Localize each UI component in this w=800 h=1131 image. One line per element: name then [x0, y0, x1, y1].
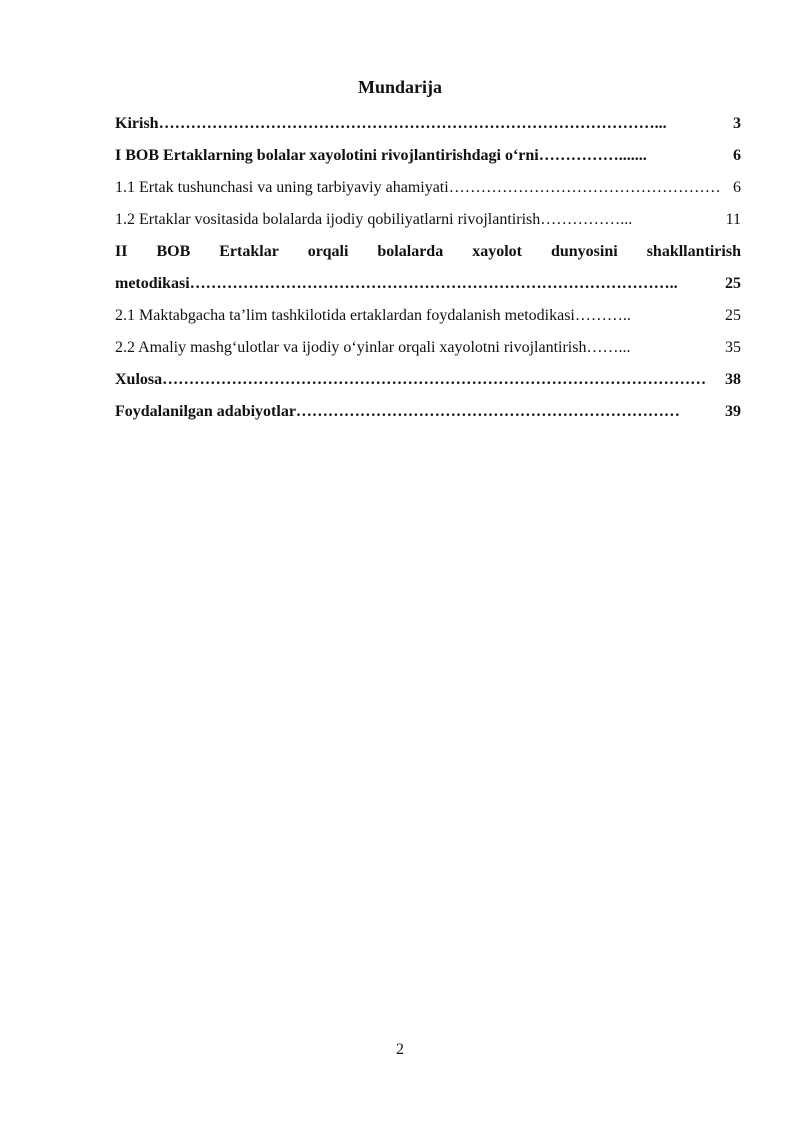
toc-entry-kirish [115, 108, 741, 140]
toc-dot-leader: ……………....... [538, 147, 647, 164]
toc-entry-adabiyotlar [115, 396, 741, 428]
toc-page-number: 3 [733, 115, 741, 132]
table-of-contents [115, 108, 741, 428]
toc-page-number: 25 [725, 307, 741, 324]
toc-page-number: 6 [733, 147, 741, 164]
chapter-2-word: orqali [307, 243, 349, 260]
toc-entry-section-1-2 [115, 204, 741, 236]
toc-page-number: 38 [725, 371, 741, 388]
toc-entry-section-2-1 [115, 300, 741, 332]
chapter-2-word: Ertaklar [219, 243, 279, 260]
page-number: 2 [396, 1041, 404, 1058]
chapter-2-word: II [115, 243, 128, 260]
toc-dot-leader: …………………………………………… [448, 179, 721, 196]
toc-dot-leader: ……………... [540, 211, 633, 228]
toc-entry-title: 2.1 Maktabgacha ta’lim tashkilotida ertaklardan foydalanish metodikasi [115, 307, 575, 324]
toc-entry-xulosa [115, 364, 741, 396]
toc-entry-title: 1.2 Ertaklar vositasida bolalarda ijodiy qobiliyatlarni rivojlantirish [115, 211, 541, 228]
toc-entry-title: 2.2 Amaliy mashg‘ulotlar va ijodiy o‘yinlar orqali xayolotni rivojlantirish [115, 339, 587, 356]
toc-dot-leader: ……………………………………………………………… [295, 403, 680, 420]
toc-entry-title: I BOB Ertaklarning bolalar xayolotini rivojlantirishdagi o‘rni [115, 147, 539, 164]
toc-entry-section-1-1 [115, 172, 741, 204]
toc-entry-chapter-2 [115, 268, 741, 300]
toc-entry-title: Foydalanilgan adabiyotlar [115, 403, 296, 420]
toc-page-number: 11 [725, 211, 741, 228]
toc-page-number: 6 [733, 179, 741, 196]
chapter-2-word: bolalarda [377, 243, 444, 260]
toc-entry-title: Kirish [115, 115, 159, 132]
toc-page-number: 39 [725, 403, 741, 420]
toc-page-number: 35 [725, 339, 741, 356]
toc-dot-leader: ……………………………………………………………………………….. [189, 275, 678, 292]
toc-entry-title: 1.1 Ertak tushunchasi va uning tarbiyaviy ahamiyati [115, 179, 449, 196]
toc-entry-chapter-2-heading [115, 236, 741, 268]
toc-entry-chapter-1 [115, 140, 741, 172]
toc-dot-leader: ……….. [574, 307, 631, 324]
toc-entry-section-2-2 [115, 332, 741, 364]
toc-dot-leader: ……... [586, 339, 631, 356]
chapter-2-word: xayolot [472, 243, 522, 260]
toc-entry-title: metodikasi [115, 275, 190, 292]
toc-dot-leader: ………………………………………………………………………………………… [162, 371, 707, 388]
chapter-2-word: BOB [156, 243, 191, 260]
toc-entry-title: Xulosa [115, 371, 163, 388]
toc-page-number: 25 [725, 275, 741, 292]
page-title: Mundarija [357, 77, 442, 97]
chapter-2-word: shakllantirish [646, 243, 741, 260]
toc-dot-leader: …………………………………………………………………………………... [158, 115, 667, 132]
chapter-2-word: dunyosini [550, 243, 618, 260]
